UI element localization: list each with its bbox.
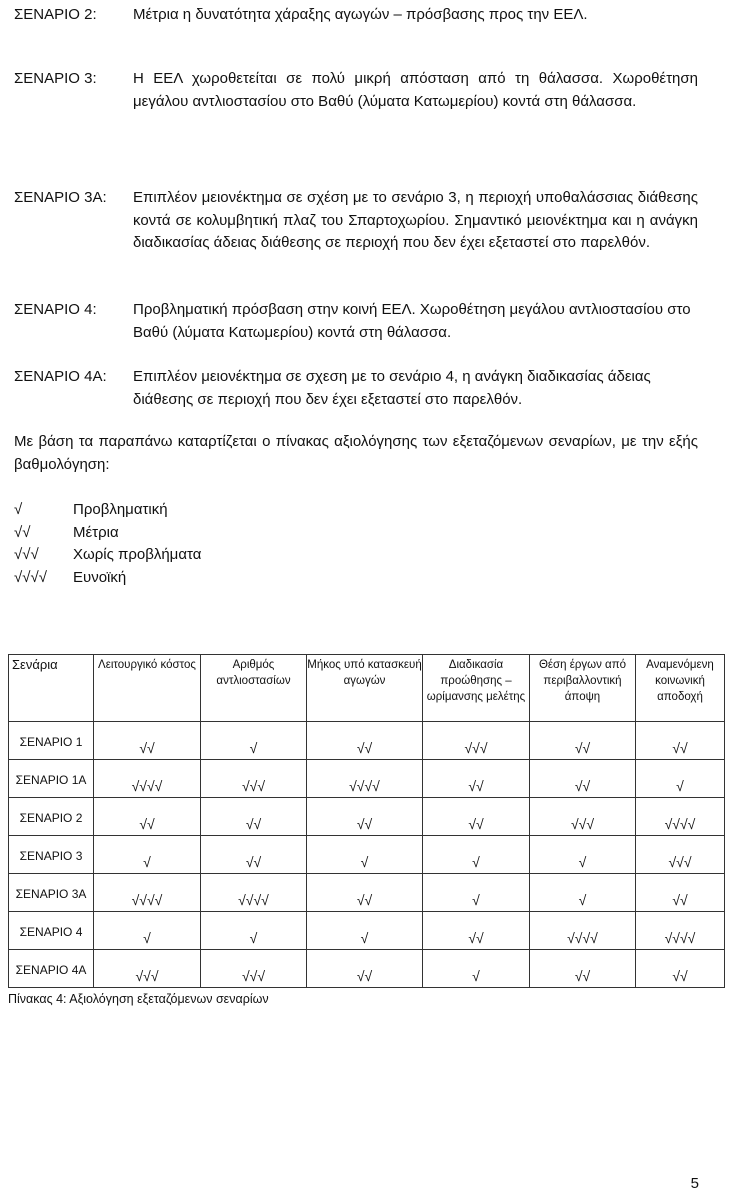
rating-cell: √√ (307, 722, 423, 760)
scenario-name-cell: ΣΕΝΑΡΙΟ 1 (9, 722, 94, 760)
rating-cell: √√√ (201, 950, 307, 988)
scenario-label: ΣΕΝΑΡΙΟ 2: (14, 6, 97, 23)
rating-cell: √√ (423, 798, 530, 836)
legend-item (14, 544, 201, 567)
rating-cell: √√ (530, 760, 636, 798)
intro-paragraph: Με βάση τα παραπάνω καταρτίζεται ο πίνακας αξιολόγησης των εξεταζόμενων σεναρίων, με την εξής βαθμολόγηση: (14, 433, 698, 473)
rating-cell: √√ (636, 722, 725, 760)
rating-cell: √√ (201, 798, 307, 836)
table-row (9, 950, 725, 988)
table-row (9, 798, 725, 836)
column-header-pumping-stations: Αριθμός αντλιοστασίων (201, 655, 307, 722)
scenario-text: Επιπλέον μειονέκτημα σε σχέση με το σενάριο 3, η περιοχή υποθαλάσσιας διάθεσης κοντά σε κολυμβητική πλαζ του Σπαρτοχωρίου. Σημαντικό μειονέκτημα και η ανάγκη διαδικασίας άδειας διάθεσης σε περιοχή που δεν έχει εξεταστεί στο παρελθόν. (133, 189, 698, 251)
legend-symbol: √√ (14, 523, 31, 541)
rating-cell: √ (307, 836, 423, 874)
scenario-name-cell: ΣΕΝΑΡΙΟ 1Α (9, 760, 94, 798)
rating-cell: √ (636, 760, 725, 798)
rating-cell: √√√√ (201, 874, 307, 912)
rating-cell: √√ (94, 798, 201, 836)
scenario-name-cell: ΣΕΝΑΡΙΟ 3 (9, 836, 94, 874)
rating-cell: √ (94, 912, 201, 950)
rating-cell: √√ (636, 950, 725, 988)
legend-item (14, 567, 201, 590)
rating-cell: √√√√ (636, 798, 725, 836)
rating-cell: √√ (307, 798, 423, 836)
scenario-2-paragraph (14, 4, 698, 27)
legend-label: Προβληματική (73, 501, 168, 518)
rating-cell: √√ (636, 874, 725, 912)
rating-cell: √ (201, 912, 307, 950)
table-row (9, 760, 725, 798)
scenario-3a-paragraph (14, 187, 698, 255)
column-header-pipe-length: Μήκος υπό κατασκευή αγωγών (307, 655, 423, 722)
rating-cell: √√√ (530, 798, 636, 836)
table-row (9, 722, 725, 760)
legend-label: Μέτρια (73, 523, 119, 541)
rating-cell: √ (423, 874, 530, 912)
column-header-operating-cost: Λειτουργικό κόστος (94, 655, 201, 722)
rating-cell: √√√ (423, 722, 530, 760)
scenario-text: Επιπλέον μειονέκτημα σε σχεση με το σενάριο 4, η ανάγκη διαδικασίας άδειας διάθεσης σε περιοχή που δεν έχει εξεταστεί στο παρελθόν. (133, 368, 651, 408)
legend-item (14, 522, 201, 545)
rating-cell: √√√ (94, 950, 201, 988)
table-caption: Πίνακας 4: Αξιολόγηση εξεταζόμενων σεναρίων (8, 992, 269, 1006)
column-header-environmental-position: Θέση έργων από περιβαλλοντική άποψη (530, 655, 636, 722)
column-header-study-procedure: Διαδικασία προώθησης – ωρίμανσης μελέτης (423, 655, 530, 722)
table-row (9, 874, 725, 912)
rating-cell: √√ (94, 722, 201, 760)
scenario-name-cell: ΣΕΝΑΡΙΟ 3Α (9, 874, 94, 912)
legend-item (14, 499, 201, 522)
table-row (9, 912, 725, 950)
rating-cell: √√ (423, 760, 530, 798)
rating-cell: √ (423, 950, 530, 988)
rating-cell: √√√√ (94, 874, 201, 912)
rating-cell: √√√ (636, 836, 725, 874)
rating-cell: √√ (530, 722, 636, 760)
rating-cell: √√ (423, 912, 530, 950)
rating-cell: √√ (307, 950, 423, 988)
scenario-label: ΣΕΝΑΡΙΟ 3Α: (14, 189, 107, 206)
legend-symbol: √√√ (14, 546, 39, 563)
scenario-4-paragraph (14, 299, 698, 344)
rating-cell: √√√ (201, 760, 307, 798)
scenario-label: ΣΕΝΑΡΙΟ 4: (14, 301, 97, 318)
scenario-text: Προβληματική πρόσβαση στην κοινή ΕΕΛ. Χωροθέτηση μεγάλου αντλιοστασίου στο Βαθύ (λύματα Κατωμερίου) κοντά στη θάλασσα. (133, 301, 691, 341)
rating-cell: √√ (201, 836, 307, 874)
scenario-4a-paragraph (14, 366, 698, 411)
scenario-name-cell: ΣΕΝΑΡΙΟ 4Α (9, 950, 94, 988)
column-header-scenarios: Σενάρια (9, 655, 94, 722)
table-header-row (9, 655, 725, 722)
legend-symbol: √√√√ (14, 568, 47, 586)
evaluation-table (8, 654, 725, 988)
rating-legend (14, 499, 201, 589)
column-header-social-acceptance: Αναμενόμενη κοινωνική αποδοχή (636, 655, 725, 722)
scenario-name-cell: ΣΕΝΑΡΙΟ 4 (9, 912, 94, 950)
rating-cell: √√ (307, 874, 423, 912)
rating-cell: √√√√ (94, 760, 201, 798)
rating-cell: √ (307, 912, 423, 950)
scenario-name-cell: ΣΕΝΑΡΙΟ 2 (9, 798, 94, 836)
rating-cell: √ (201, 722, 307, 760)
scenario-label: ΣΕΝΑΡΙΟ 4Α: (14, 368, 107, 385)
page-number: 5 (690, 1175, 699, 1192)
rating-cell: √√√√ (307, 760, 423, 798)
rating-cell: √ (530, 874, 636, 912)
legend-label: Ευνοϊκή (73, 568, 127, 586)
legend-symbol: √ (14, 501, 23, 518)
legend-label: Χωρίς προβλήματα (73, 546, 202, 563)
rating-cell: √√√√ (636, 912, 725, 950)
scenario-text: Η ΕΕΛ χωροθετείται σε πολύ μικρή απόσταση από τη θάλασσα. Χωροθέτηση μεγάλου αντλιοστασίου στο Βαθύ (λύματα Κατωμερίου) κοντά στη θάλασσα. (133, 70, 698, 110)
table-row (9, 836, 725, 874)
scenario-text: Μέτρια η δυνατότητα χάραξης αγωγών – πρόσβασης προς την ΕΕΛ. (133, 6, 588, 23)
scenario-3-paragraph (14, 68, 698, 113)
rating-cell: √√ (530, 950, 636, 988)
rating-cell: √ (94, 836, 201, 874)
rating-cell: √√√√ (530, 912, 636, 950)
scenario-label: ΣΕΝΑΡΙΟ 3: (14, 70, 97, 87)
rating-cell: √ (530, 836, 636, 874)
rating-cell: √ (423, 836, 530, 874)
